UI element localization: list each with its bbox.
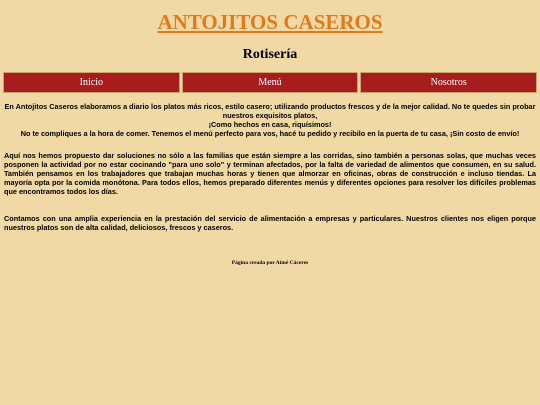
main-content [4, 102, 536, 245]
intro-line: No te compliques a la hora de comer. Tenemos el menú perfecto para vos, hacé tu pedido y recibilo en la puerta de tu casa, ¡Sin costo de envío! [20, 129, 520, 138]
footer-credit: Página creada por Aimé Cáceres [231, 260, 309, 266]
nav-item-inicio[interactable]: Inicio [3, 72, 180, 93]
nav-item-nosotros[interactable]: Nosotros [360, 72, 537, 93]
intro-line: ¡Como hechos en casa, riquísimos! [208, 120, 332, 129]
about-paragraph: Aquí nos hemos propuesto dar soluciones no sólo a las familias que están siempre a las corridas, sino también a personas solas, que muchas veces posponen la actividad por no estar cocinando "para uno solo" y terminan afectados, por la falta de variedad de alimentos que consumen, en su salud. También pensamos en los trabajadores que trabajan muchas horas y tienen que almorzar en oficinas, obras de construcción e incluso tiendas. La mayoría opta por la comida monótona. Para todos ellos, hemos preparado diferentes menús y diferentes opciones para resolver los difíciles problemas que encontramos todos los días. [4, 151, 536, 196]
main-nav [3, 72, 537, 93]
intro-line: En Antojitos Caseros elaboramos a diario los platos más ricos, estilo casero; utilizando productos frescos y de la mejor calidad. No te quedes sin probar nuestros exquisitos platos, [4, 102, 536, 120]
site-subtitle: Rotisería [242, 47, 298, 62]
intro-text [4, 102, 536, 138]
experience-paragraph: Contamos con una amplia experiencia en la prestación del servicio de alimentación a empresas y particulares. Nuestros clientes nos eligen porque nuestros platos son de alta calidad, deliciosos, frescos y caseros. [4, 214, 536, 232]
nav-item-menu[interactable]: Menú [182, 72, 359, 93]
site-title: ANTOJITOS CASEROS [157, 10, 383, 34]
